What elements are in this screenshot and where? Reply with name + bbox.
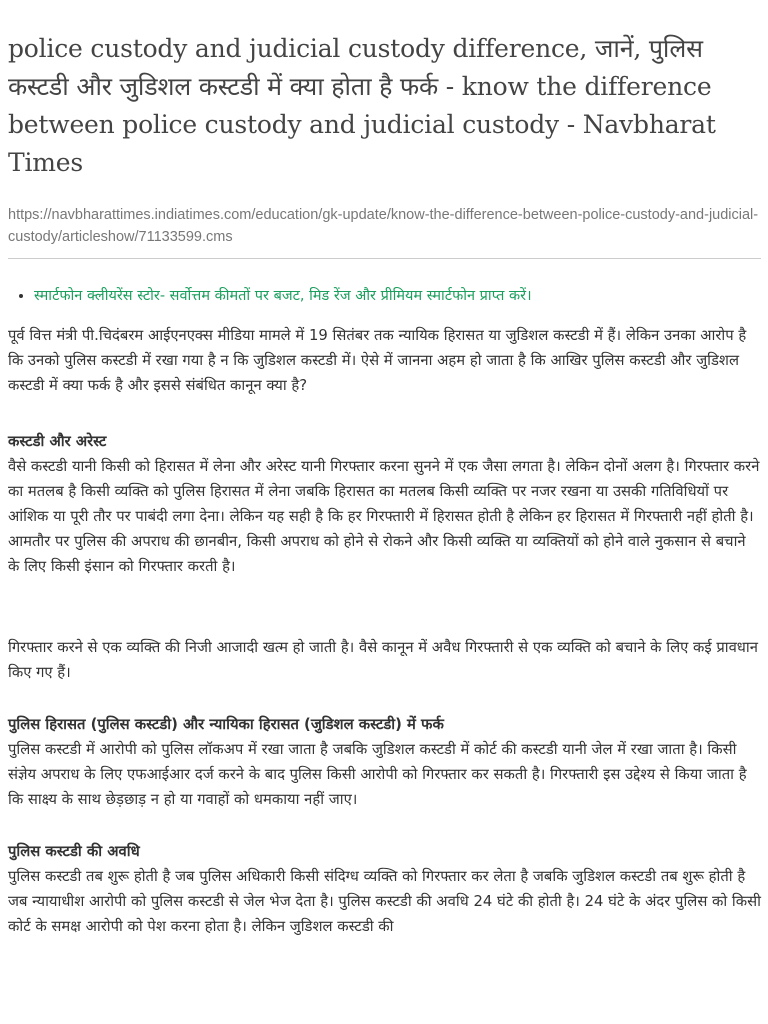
section-paragraph-liberty: गिरफ्तार करने से एक व्यक्ति की निजी आजादी खत्म हो जाती है। वैसे कानून में अवैध गिरफ्तारी से एक व्यक्ति को बचाने के लिए कई प्रावधान किए गए हैं।	[8, 639, 758, 681]
section-paragraph-difference: पुलिस कस्टडी में आरोपी को पुलिस लॉकअप में रखा जाता है जबकि जुडिशल कस्टडी में कोर्ट की कस्टडी यानी जेल में रखा जाता है। किसी संज्ञेय अपराध के लिए एफआईआर दर्ज करने के बाद पुलिस किसी आरोपी को गिरफ्तार कर सकती है। गिरफ्तारी इस उद्देश्य से किया जाता है कि साक्ष्य के साथ छेड़छाड़ न हो या गवाहों को धमकाया नहीं जाए।	[8, 741, 747, 808]
intro-paragraph: पूर्व वित्त मंत्री पी.चिदंबरम आईएनएक्स मीडिया मामले में 19 सितंबर तक न्यायिक हिरासत या जुडिशल कस्टडी में हैं। लेकिन उनका आरोप है कि उनको पुलिस कस्टडी में रखा गया है न कि जुडिशल कस्टडी में। ऐसे में जानना अहम हो जाता है कि आखिर पुलिस कस्टडी और जुडिशल कस्टडी में क्या फर्क है और इससे संबंधित कानून क्या है?	[8, 327, 747, 394]
article-body	[8, 323, 761, 939]
page-title: police custody and judicial custody difference, जानें, पुलिस कस्टडी और जुडिशल कस्टडी में क्या होता है फर्क - know the difference between police custody and judicial custody - Navbharat Times	[8, 34, 716, 177]
section-heading-difference: पुलिस हिरासत (पुलिस कस्टडी) और न्यायिका हिरासत (जुडिशल कस्टडी) में फर्क	[8, 716, 444, 733]
source-url[interactable]: https://navbharattimes.indiatimes.com/education/gk-update/know-the-difference-between-police-custody-and-judicial-custody/articleshow/71133599.cms	[8, 207, 759, 245]
section-paragraph-custody-arrest: वैसे कस्टडी यानी किसी को हिरासत में लेना और अरेस्ट यानी गिरफ्तार करना सुनने में एक जैसा लगता है। लेकिन दोनों अलग है। गिरफ्तार करने का मतलब है किसी व्यक्ति को पुलिस हिरासत में लेना जबकि हिरासत का मतलब किसी व्यक्ति पर नजर रखना या उसकी गतिविधियों पर आंशिक या पूरी तौर पर पाबंदी लगा देना। लेकिन यह सही है कि हर गिरफ्तारी में हिरासत होती है लेकिन हर हिरासत में गिरफ्तारी नहीं होती है। आमतौर पर पुलिस की अपराध की छानबीन, किसी अपराध को होने से रोकने और किसी व्यक्ति या व्यक्तियों को होने वाले नुकसान से बचाने के लिए किसी इंसान को गिरफ्तार करती है।	[8, 458, 760, 575]
section-heading-custody-arrest: कस्टडी और अरेस्ट	[8, 433, 107, 450]
list-item	[34, 285, 761, 307]
promo-link[interactable]: स्मार्टफोन क्लीयरेंस स्टोर- सर्वोत्तम कीमतों पर बजट, मिड रेंज और प्रीमियम स्मार्टफोन प्राप्त करें।	[34, 288, 532, 304]
promo-list	[8, 285, 761, 307]
section-paragraph-duration: पुलिस कस्टडी तब शुरू होती है जब पुलिस अधिकारी किसी संदिग्ध व्यक्ति को गिरफ्तार कर लेता है जबकि जुडिशल कस्टडी तब शुरू होती है जब न्यायाधीश आरोपी को पुलिस कस्टडी से जेल भेज देता है। पुलिस कस्टडी की अवधि 24 घंटे की होती है। 24 घंटे के अंदर पुलिस को किसी कोर्ट के समक्ष आरोपी को पेश करना होता है। लेकिन जुडिशल कस्टडी की	[8, 868, 761, 935]
section-heading-duration: पुलिस कस्टडी की अवधि	[8, 843, 140, 860]
header-divider	[8, 258, 761, 259]
article-page	[8, 0, 761, 939]
